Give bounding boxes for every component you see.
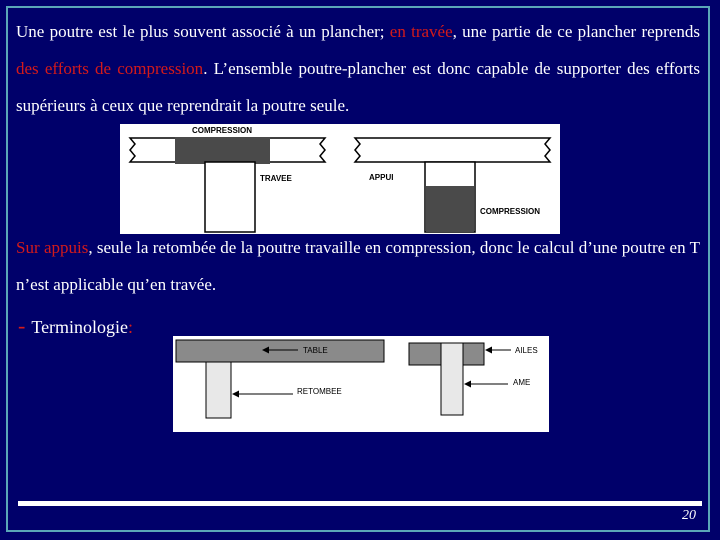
ame-web bbox=[441, 343, 463, 415]
appuis-highlight: Sur appuis bbox=[16, 238, 89, 257]
intro-paragraph bbox=[16, 13, 700, 124]
intro-text-2: , une partie de ce plancher reprends bbox=[452, 22, 700, 41]
terminology-colon: : bbox=[128, 317, 134, 337]
footer-rule bbox=[18, 501, 702, 506]
intro-text-1: Une poutre est le plus souvent associé à un plancher; bbox=[16, 22, 390, 41]
appui-slab bbox=[355, 138, 550, 162]
terminology-heading bbox=[18, 313, 133, 339]
terminology-label: Terminologie bbox=[31, 317, 129, 337]
label-appui: APPUI bbox=[369, 173, 394, 182]
appui-compression-zone bbox=[426, 186, 474, 232]
label-compression-bottom: COMPRESSION bbox=[480, 207, 541, 216]
appuis-text: , seule la retombée de la poutre travaille en compression, donc le calcul d’une poutre en T n’est applicable qu’en travée. bbox=[16, 238, 700, 294]
label-travee: TRAVEE bbox=[260, 174, 292, 183]
figure-terminology-svg bbox=[173, 336, 549, 432]
figure-compression-diagram bbox=[120, 124, 560, 234]
travee-compression-zone bbox=[175, 137, 270, 164]
terminology-dash: - bbox=[18, 313, 26, 338]
figure-terminology-diagram bbox=[173, 336, 549, 432]
label-compression-top: COMPRESSION bbox=[192, 126, 253, 135]
label-ailes: AILES bbox=[515, 346, 538, 355]
intro-highlight-compression: des efforts de compression bbox=[16, 59, 204, 78]
intro-text-3: . L’ensemble poutre-plancher est donc capable de supporter des efforts supérieurs à ceux que reprendrait la poutre seule. bbox=[16, 59, 700, 115]
page-number: 20 bbox=[682, 508, 696, 523]
retombee-web bbox=[206, 362, 231, 418]
figure-compression-svg bbox=[120, 124, 560, 234]
travee-web bbox=[205, 162, 255, 232]
label-ame: AME bbox=[513, 378, 531, 387]
label-retombee: RETOMBEE bbox=[297, 387, 342, 396]
appuis-paragraph bbox=[16, 229, 700, 303]
intro-highlight-travee: en travée bbox=[389, 22, 453, 41]
table-flange bbox=[176, 340, 384, 362]
label-table: TABLE bbox=[303, 346, 328, 355]
